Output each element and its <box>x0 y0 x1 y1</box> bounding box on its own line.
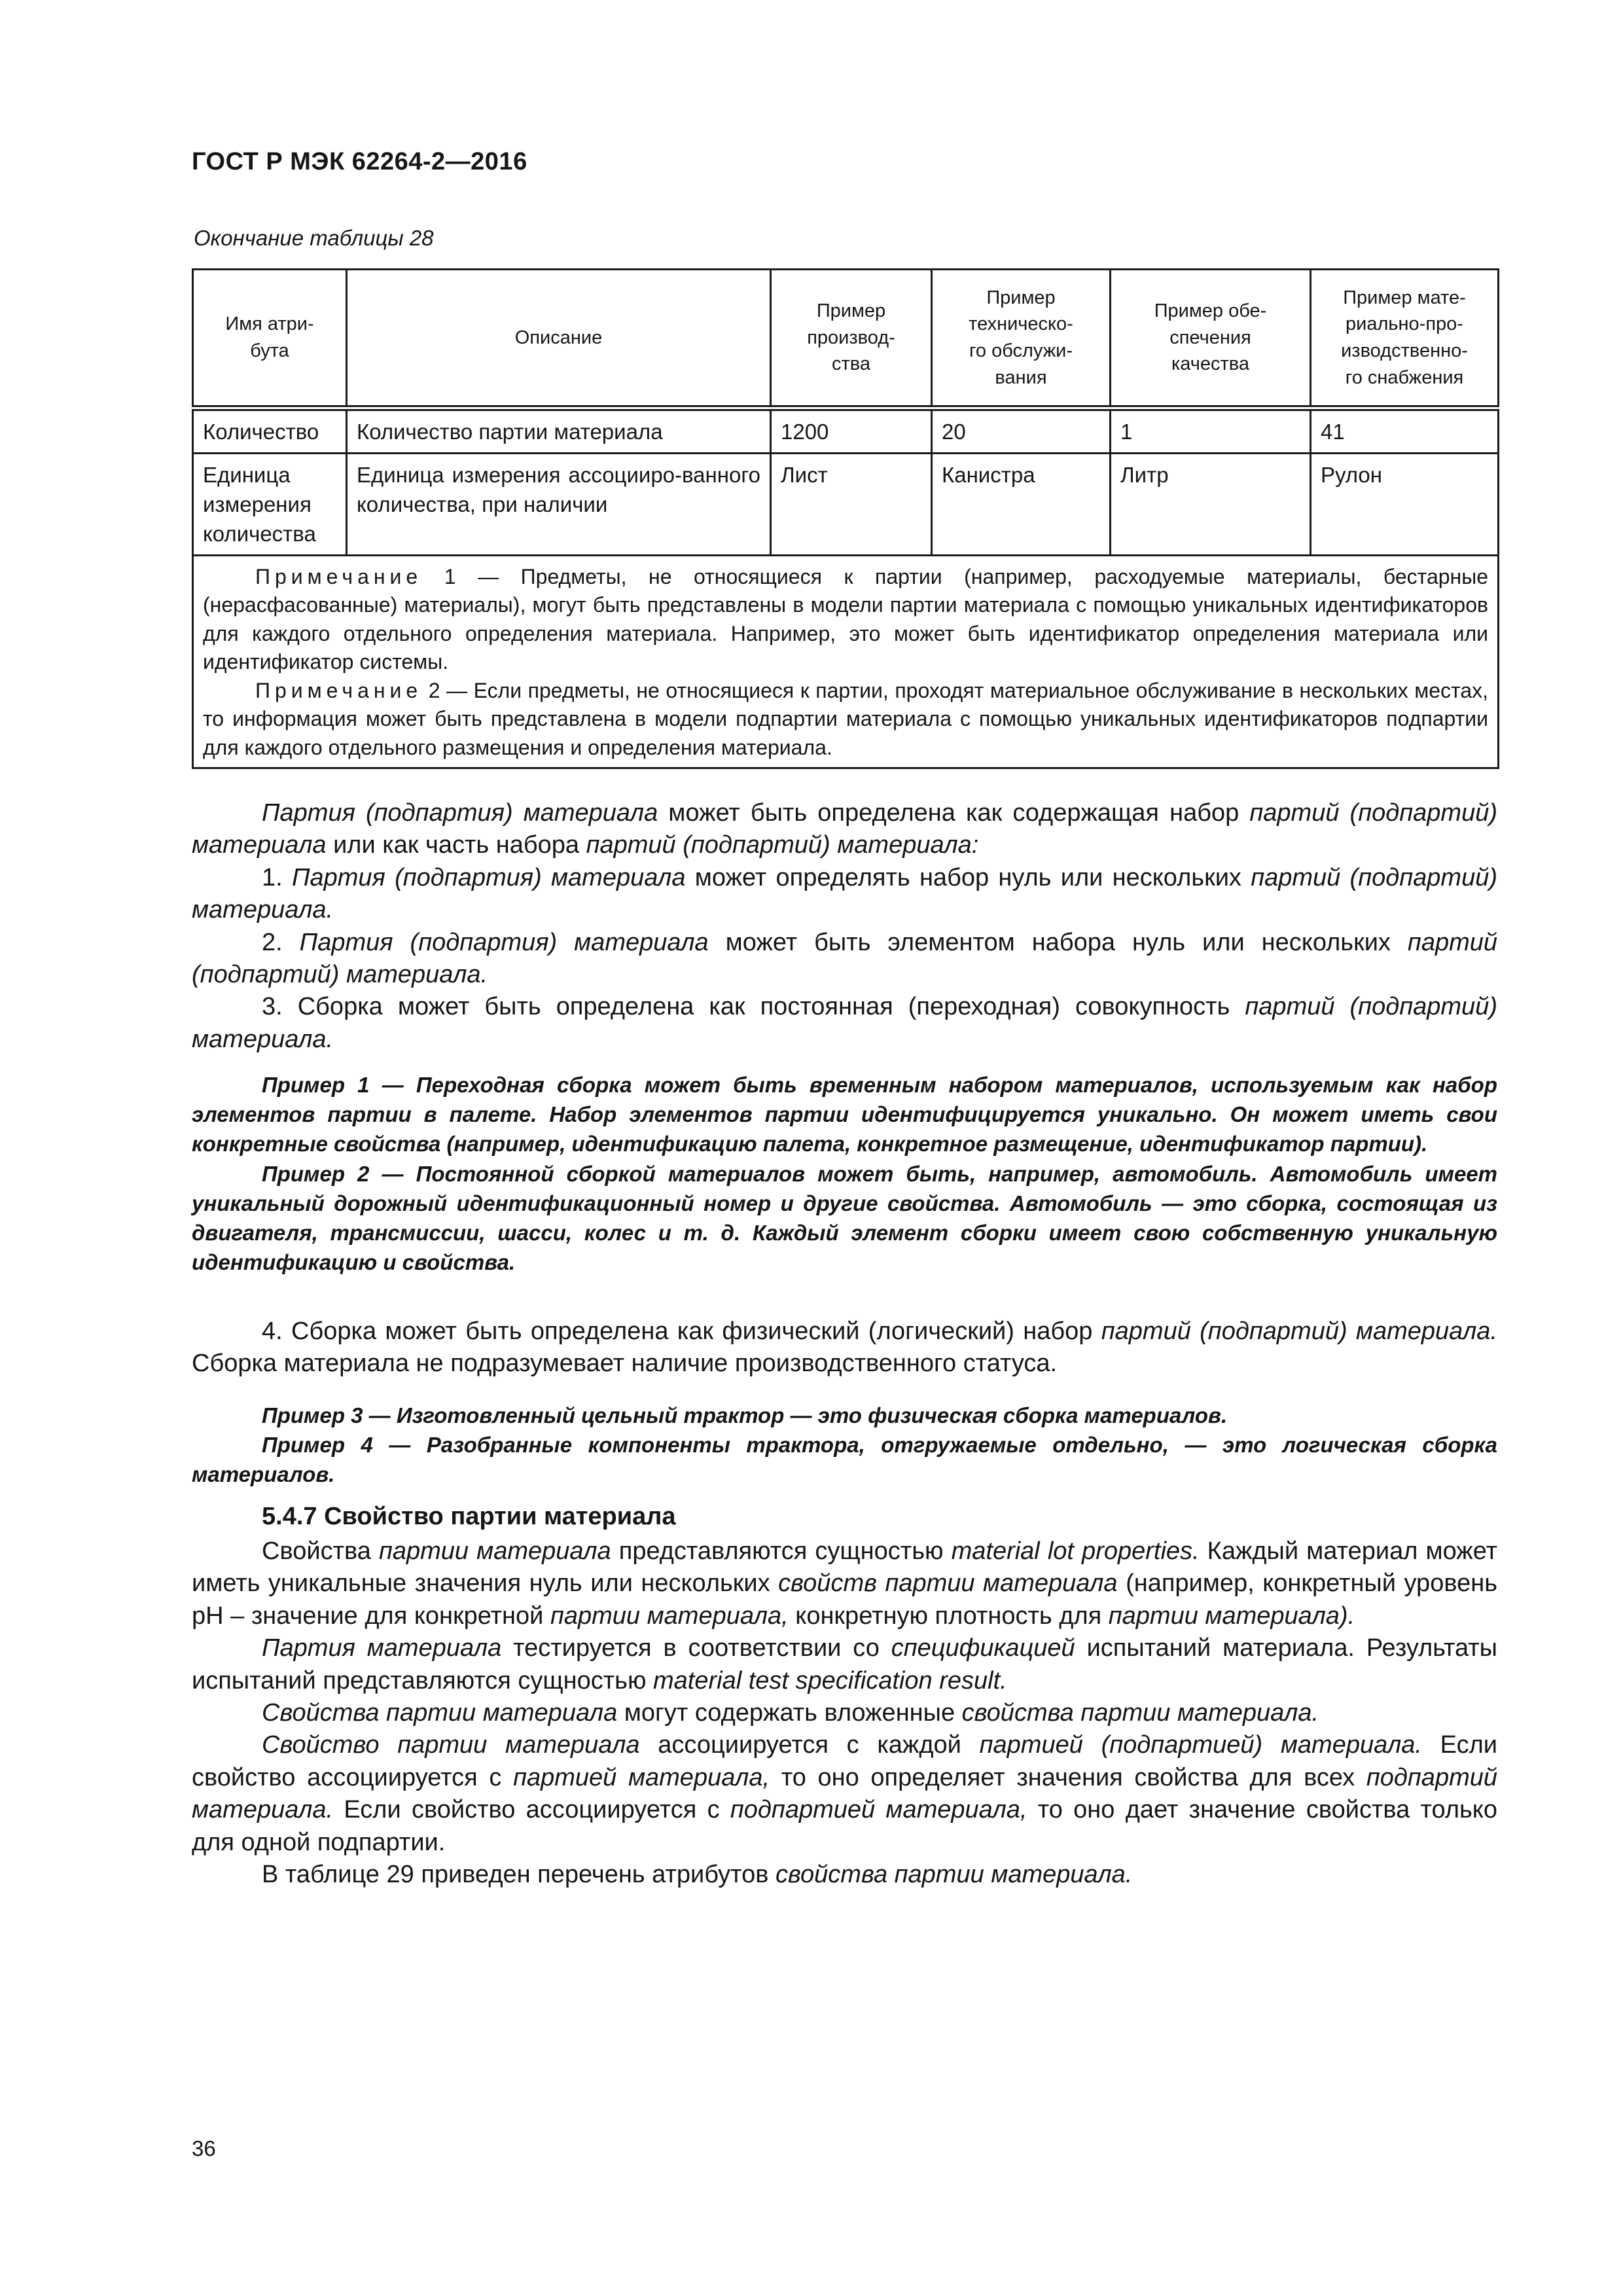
term: партии материала). <box>1108 1602 1355 1630</box>
paragraph <box>192 862 1497 927</box>
table-cell: Канистра <box>932 453 1111 555</box>
term: партии материала, <box>550 1602 789 1630</box>
text: В таблице 29 приведен перечень атрибутов <box>262 1860 776 1888</box>
note-label: Примечание <box>255 678 423 702</box>
table-cell: 20 <box>932 408 1111 454</box>
table-row <box>193 408 1499 454</box>
note-number: 2 <box>428 678 440 702</box>
note-number: 1 <box>444 564 456 588</box>
term: Партия (подпартия) материала <box>262 799 658 827</box>
paragraph <box>192 927 1497 992</box>
text: то оно определяет значения свойства для всех <box>770 1763 1366 1791</box>
examples-block-1 <box>192 1070 1497 1277</box>
example: Пример 2 — Постоянной сборкой материалов может быть, например, автомобиль. Автомобиль имеет уникальный дорожный идентификационный номер и другие свойства. Автомобиль — это сборка, состоящая из двигателя, трансмиссии, шасси, колес и т. д. Каждый элемент сборки имеет свою собственную уникальную идентификацию и свойства. <box>192 1161 1497 1275</box>
column-header <box>193 270 347 408</box>
term: партий (подпартий) материала. <box>1101 1318 1498 1345</box>
term: партий (подпартий) материала <box>192 799 1498 859</box>
column-header <box>1311 270 1499 408</box>
text: 2. <box>262 928 300 956</box>
text: испытаний материала. Результаты испытаний представляются сущностью <box>192 1634 1497 1695</box>
column-header-text: Пример мате- риально-про- изводственно- го снабжения <box>1341 287 1468 388</box>
term: партий (подпартий) материала. <box>192 993 1497 1053</box>
term: партии материала <box>378 1537 611 1565</box>
table-cell-text: Единица измерения количества <box>203 462 316 546</box>
paragraph <box>192 1697 1497 1729</box>
term: спецификацией <box>891 1634 1075 1662</box>
term: подпартий материала. <box>192 1763 1497 1824</box>
table-row <box>193 453 1499 555</box>
table-notes <box>193 555 1499 768</box>
term: Партия материала <box>262 1634 502 1662</box>
table-note <box>203 677 1488 762</box>
column-header <box>1111 270 1311 408</box>
column-header <box>347 270 771 408</box>
table-cell: 41 <box>1311 408 1499 454</box>
example: Пример 4 — Разобранные компоненты трактора, отгружаемые отдельно, — это логическая сборка материалов. <box>192 1433 1497 1487</box>
text: может определять набор нуль или нескольких <box>685 863 1251 891</box>
term: свойства партии материала. <box>961 1698 1319 1727</box>
term: Партия (подпартия) материала <box>291 863 686 891</box>
body-text-block-2 <box>192 1316 1497 1380</box>
term: Свойство партии материала <box>262 1731 640 1759</box>
column-header-text: Пример техническо- го обслужи- вания <box>969 287 1073 388</box>
paragraph <box>192 797 1497 862</box>
text: Если свойство ассоциируется с <box>333 1796 730 1824</box>
text: или как часть набора <box>326 831 586 859</box>
paragraph <box>192 1859 1497 1891</box>
text: Если свойство ассоциируется с <box>192 1731 1497 1791</box>
term: подпартией материала, <box>730 1796 1027 1824</box>
text: 1. <box>262 863 292 891</box>
note-text: — Предметы, не относящиеся к партии (например, расходуемые материалы, бестарные (нерасфасованные) материалы), могут быть представлены в модели партии материала с помощью уникальных идентификаторов для каждого отдельного определения материала. Например, это может быть идентификатор определения материала или идентификатор системы. <box>203 564 1489 674</box>
table-cell: 1 <box>1111 408 1311 454</box>
table-cell: Количество <box>193 408 347 454</box>
term: Свойства партии материала <box>262 1698 618 1727</box>
text: Свойства <box>262 1537 379 1565</box>
text: тестируется в соответствии со <box>501 1634 891 1662</box>
text: может быть определена как содержащая набор <box>658 799 1250 827</box>
table-cell <box>193 453 347 555</box>
paragraph <box>192 1535 1497 1632</box>
table-cell: Количество партии материала <box>347 408 771 454</box>
page-number: 36 <box>192 2136 216 2161</box>
text: 4. Сборка может быть определена как физический (логический) набор <box>262 1318 1101 1345</box>
body-text-block-3 <box>192 1535 1497 1891</box>
document-header: ГОСТ Р МЭК 62264-2—2016 <box>192 148 527 175</box>
example: Пример 1 — Переходная сборка может быть временным набором материалов, используемым как набор элементов партии в палете. Набор элементов партии идентифицируется уникально. Он может иметь свои конкретные свойства (например, идентификацию палета, конкретное размещение, идентификатор партии). <box>192 1073 1497 1157</box>
table-cell: Единица измерения ассоцииро-ванного количества, при наличии <box>347 453 771 555</box>
section-title: 5.4.7 Свойство партии материала <box>262 1503 676 1530</box>
example: Пример 3 — Изготовленный цельный трактор — это физическая сборка материалов. <box>262 1403 1228 1427</box>
column-header-text: Пример производ- ства <box>807 300 895 375</box>
term: свойств партии материала <box>778 1570 1118 1598</box>
term: material test specification result. <box>653 1666 1007 1695</box>
column-header <box>771 270 932 408</box>
text: (например, конкретный уровень pH – значение для конкретной <box>192 1570 1498 1630</box>
paragraph <box>192 1632 1497 1697</box>
table-caption: Окончание таблицы 28 <box>194 226 434 250</box>
term: партий (подпартий) материала. <box>192 928 1498 988</box>
text: может быть элементом набора нуль или нескольких <box>708 928 1408 956</box>
note-label: Примечание <box>255 564 423 588</box>
term: свойства партии материала. <box>776 1860 1133 1888</box>
table-header-row <box>193 270 1499 408</box>
note-text: — Если предметы, не относящиеся к партии, проходят материальное обслуживание в нескольких местах, то информация может быть представлена в модели подпартии материала с помощью уникальных идентификаторов подпартии для каждого отдельного размещения и определения материала. <box>203 678 1489 759</box>
paragraph <box>192 1729 1497 1859</box>
text: Сборка материала не подразумевает наличие производственного статуса. <box>192 1350 1058 1378</box>
table-cell: 1200 <box>771 408 932 454</box>
text: Каждый материал может иметь уникальные значения нуль или нескольких <box>192 1537 1497 1598</box>
table-notes-row <box>193 555 1499 768</box>
text: могут содержать вложенные <box>617 1698 962 1727</box>
paragraph <box>192 991 1497 1056</box>
column-header-text: Пример обе- спечения качества <box>1154 300 1267 375</box>
term: партий (подпартий) материала. <box>192 863 1498 924</box>
body-text-block-1 <box>192 797 1497 1056</box>
table-cell: Литр <box>1111 453 1311 555</box>
table-cell: Рулон <box>1311 453 1499 555</box>
term: партией (подпартией) материала. <box>979 1731 1422 1759</box>
text: 3. Сборка может быть определена как постоянная (переходная) совокупность <box>262 993 1245 1021</box>
examples-block-2 <box>192 1401 1497 1490</box>
text: конкретную плотность для <box>788 1602 1109 1630</box>
paragraph <box>192 1316 1497 1380</box>
attribute-table <box>192 268 1499 769</box>
column-header-text: Описание <box>514 327 603 348</box>
column-header-text: Имя атри- бута <box>225 314 314 361</box>
term: партией материала, <box>513 1763 770 1791</box>
term: Партия (подпартия) материала <box>299 928 709 956</box>
table-note <box>203 563 1488 677</box>
text: представляются сущностью <box>611 1537 952 1565</box>
text: то оно дает значение свойства только для одной подпартии. <box>192 1796 1497 1856</box>
text: ассоциируется с каждой <box>639 1731 980 1759</box>
column-header <box>932 270 1111 408</box>
term: material lot properties. <box>951 1537 1200 1565</box>
table-cell: Лист <box>771 453 932 555</box>
term: партий (подпартий) материала: <box>586 831 979 859</box>
